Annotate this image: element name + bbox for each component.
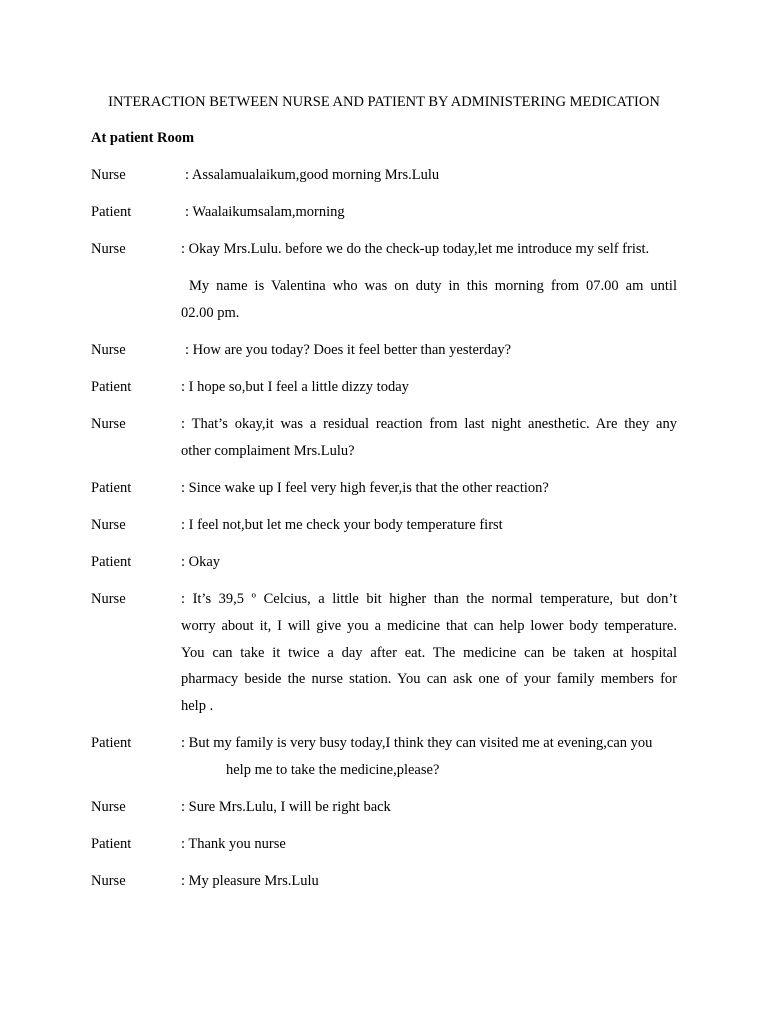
speaker-label: Nurse (91, 416, 126, 432)
dialogue-line: : It’s 39,5 º Celcius, a little bit higher than the normal temperature, but don’t (181, 591, 677, 607)
document-title: INTERACTION BETWEEN NURSE AND PATIENT BY ADMINISTERING MEDICATION (108, 94, 660, 110)
dialogue-line: 02.00 pm. (181, 305, 240, 321)
speaker-label: Nurse (91, 342, 126, 358)
dialogue-line: pharmacy beside the nurse station. You can ask one of your family members for (181, 671, 677, 687)
speaker-label: Patient (91, 204, 132, 220)
dialogue-line: : Okay (181, 554, 221, 570)
speaker-label: Nurse (91, 873, 126, 889)
section-heading: At patient Room (91, 130, 195, 146)
dialogue-line: help . (181, 698, 214, 714)
dialogue-line: My name is Valentina who was on duty in this morning from 07.00 am until (189, 278, 677, 294)
dialogue-line: : How are you today? Does it feel better than yesterday? (185, 342, 512, 358)
dialogue-line: : Thank you nurse (181, 836, 286, 852)
speaker-label: Nurse (91, 799, 126, 815)
dialogue-line: You can take it twice a day after eat. The medicine can be taken at hospital (181, 645, 677, 661)
dialogue-line: : I feel not,but let me check your body temperature first (181, 517, 503, 533)
dialogue-line: : But my family is very busy today,I think they can visited me at evening,can you (181, 735, 653, 751)
speaker-label: Patient (91, 735, 132, 751)
dialogue-line: : My pleasure Mrs.Lulu (181, 873, 319, 889)
dialogue-line: : I hope so,but I feel a little dizzy today (181, 379, 409, 395)
dialogue-line: : Assalamualaikum,good morning Mrs.Lulu (185, 167, 440, 183)
speaker-label: Nurse (91, 241, 126, 257)
speaker-label: Patient (91, 836, 132, 852)
dialogue-line: : Since wake up I feel very high fever,is that the other reaction? (181, 480, 549, 496)
dialogue-line: worry about it, I will give you a medicine that can help lower body temperature. (181, 618, 677, 634)
speaker-label: Nurse (91, 167, 126, 183)
speaker-label: Nurse (91, 591, 126, 607)
speaker-label: Patient (91, 554, 132, 570)
speaker-label: Nurse (91, 517, 126, 533)
dialogue-line: other complaiment Mrs.Lulu? (181, 443, 355, 459)
dialogue-line: : Waalaikumsalam,morning (185, 204, 345, 220)
speaker-label: Patient (91, 379, 132, 395)
dialogue-line: : That’s okay,it was a residual reaction from last night anesthetic. Are they any (181, 416, 677, 432)
speaker-label: Patient (91, 480, 132, 496)
dialogue-line: help me to take the medicine,please? (226, 762, 440, 778)
dialogue-line: : Okay Mrs.Lulu. before we do the check-up today,let me introduce my self frist. (181, 241, 650, 257)
dialogue-line: : Sure Mrs.Lulu, I will be right back (181, 799, 391, 815)
